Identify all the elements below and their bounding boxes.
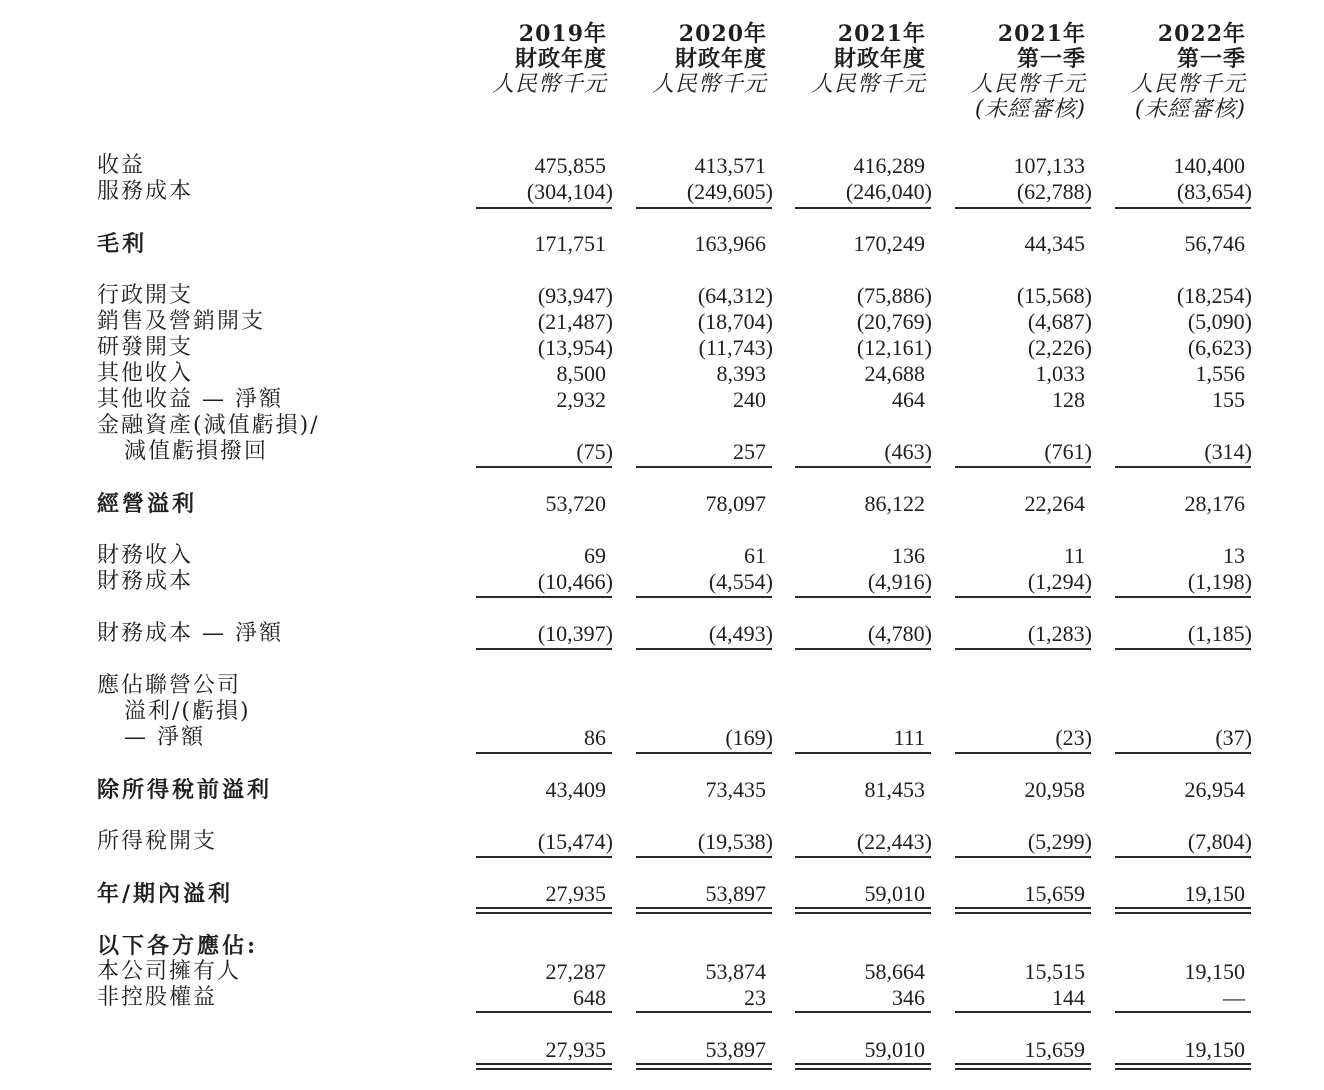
row-value: — — [1223, 985, 1245, 1010]
row-label: 財務成本 — 淨額 — [97, 621, 283, 646]
row-label: 銷售及營銷開支 — [97, 309, 266, 334]
total-double-rule — [795, 1063, 931, 1070]
row-value: 27,935 — [545, 1037, 606, 1062]
row-value: (2,226) — [1027, 335, 1092, 360]
row-value: (10,397) — [537, 621, 613, 646]
subtotal-rule — [795, 648, 931, 650]
row-value: 15,659 — [1024, 881, 1085, 906]
row-value: (1,294) — [1027, 569, 1092, 594]
subtotal-rule — [636, 207, 772, 209]
row-value: 86 — [584, 725, 606, 750]
row-label: 所得稅開支 — [97, 829, 218, 854]
row-value: (463) — [884, 439, 932, 464]
row-value: 111 — [893, 725, 925, 750]
subtotal-rule — [636, 596, 772, 598]
total-double-rule — [1115, 907, 1251, 914]
row-value: (19,538) — [697, 829, 773, 854]
subtotal-rule — [476, 1011, 612, 1013]
subtotal-rule — [1115, 648, 1251, 650]
row-value: 58,664 — [864, 959, 925, 984]
subtotal-rule — [795, 596, 931, 598]
row-label: 財務成本 — [97, 569, 194, 594]
row-value: (7,804) — [1187, 829, 1252, 854]
row-value: (761) — [1044, 439, 1092, 464]
column-header-2022-q1 — [1086, 22, 1246, 122]
total-double-rule — [955, 1063, 1091, 1070]
row-value: (93,947) — [537, 283, 613, 308]
row-value: (20,769) — [856, 309, 932, 334]
row-value: 240 — [733, 387, 766, 412]
row-value: (5,299) — [1027, 829, 1092, 854]
row-value: (1,185) — [1187, 621, 1252, 646]
row-value: 257 — [733, 439, 766, 464]
row-value: (11,743) — [698, 335, 773, 360]
row-value: (4,780) — [867, 621, 932, 646]
column-unit: 人民幣千元 — [810, 72, 926, 97]
row-value: (64,312) — [697, 283, 773, 308]
row-value: 15,515 — [1024, 959, 1085, 984]
subtotal-rule — [1115, 856, 1251, 858]
row-value: 648 — [573, 985, 606, 1010]
row-value: 23 — [744, 985, 766, 1010]
row-value: 53,720 — [545, 491, 606, 516]
row-value: (22,443) — [856, 829, 932, 854]
row-value: 136 — [892, 543, 925, 568]
row-value: 43,409 — [545, 777, 606, 802]
column-header-2021-q1 — [926, 22, 1086, 122]
row-value: 27,287 — [545, 959, 606, 984]
row-value: 53,874 — [705, 959, 766, 984]
subtotal-rule — [955, 648, 1091, 650]
column-year: 2022年 — [1157, 21, 1246, 47]
subtotal-rule — [636, 856, 772, 858]
row-value: 170,249 — [853, 231, 925, 256]
total-double-rule — [636, 907, 772, 914]
row-value: 22,264 — [1024, 491, 1085, 516]
subtotal-rule — [955, 596, 1091, 598]
total-double-rule — [1115, 1063, 1251, 1070]
total-double-rule — [476, 907, 612, 914]
row-value: 8,500 — [556, 361, 606, 386]
subtotal-rule — [795, 856, 931, 858]
column-period: 財政年度 — [514, 46, 607, 72]
column-header-2019 — [447, 22, 607, 97]
row-label: 經營溢利 — [97, 491, 198, 517]
row-label: 其他收益 — 淨額 — [97, 387, 283, 412]
row-value: (75,886) — [856, 283, 932, 308]
row-value: (249,605) — [686, 179, 773, 204]
total-double-rule — [795, 907, 931, 914]
row-value: 171,751 — [534, 231, 606, 256]
row-value: 19,150 — [1184, 1037, 1245, 1062]
row-value: 1,556 — [1195, 361, 1245, 386]
subtotal-rule — [636, 466, 772, 468]
column-note: (未經審核) — [1134, 97, 1246, 122]
row-value: (62,788) — [1016, 179, 1092, 204]
subtotal-rule — [476, 466, 612, 468]
row-value: 346 — [892, 985, 925, 1010]
row-value: 416,289 — [853, 153, 925, 178]
column-unit: 人民幣千元 — [651, 72, 767, 97]
row-value: 86,122 — [864, 491, 925, 516]
row-value: (37) — [1215, 725, 1252, 750]
subtotal-rule — [636, 1011, 772, 1013]
row-value: 24,688 — [864, 361, 925, 386]
row-value: 163,966 — [694, 231, 766, 256]
row-value: 59,010 — [864, 881, 925, 906]
column-unit: 人民幣千元 — [1130, 72, 1246, 97]
total-double-rule — [955, 907, 1091, 914]
column-header-2020 — [607, 22, 767, 97]
column-year: 2020年 — [678, 21, 767, 47]
row-value: 20,958 — [1024, 777, 1085, 802]
row-value: 59,010 — [864, 1037, 925, 1062]
row-value: 53,897 — [705, 881, 766, 906]
row-value: 107,133 — [1013, 153, 1085, 178]
row-label: 研發開支 — [97, 335, 194, 360]
row-value: 15,659 — [1024, 1037, 1085, 1062]
row-label: 其他收入 — [97, 361, 194, 386]
row-value: (246,040) — [845, 179, 932, 204]
row-label: 服務成本 — [97, 179, 194, 204]
subtotal-rule — [636, 752, 772, 754]
subtotal-rule — [636, 648, 772, 650]
subtotal-rule — [955, 856, 1091, 858]
row-value: 61 — [744, 543, 766, 568]
row-value: 128 — [1052, 387, 1085, 412]
row-value: (13,954) — [537, 335, 613, 360]
subtotal-rule — [795, 207, 931, 209]
column-unit: 人民幣千元 — [491, 72, 607, 97]
row-value: (18,254) — [1176, 283, 1252, 308]
row-value: 28,176 — [1184, 491, 1245, 516]
row-label: 金融資產(減值虧損)/ — [97, 413, 320, 438]
row-value: 78,097 — [705, 491, 766, 516]
row-value: (4,687) — [1027, 309, 1092, 334]
row-value: (4,493) — [708, 621, 773, 646]
row-value: (5,090) — [1187, 309, 1252, 334]
row-label: 毛利 — [97, 231, 148, 257]
subtotal-rule — [476, 648, 612, 650]
subtotal-rule — [1115, 596, 1251, 598]
subtotal-rule — [795, 752, 931, 754]
subtotal-rule — [476, 207, 612, 209]
row-value: (23) — [1055, 725, 1092, 750]
row-value: 2,932 — [556, 387, 606, 412]
column-period: 財政年度 — [674, 46, 767, 72]
subtotal-rule — [1115, 207, 1251, 209]
row-label: 本公司擁有人 — [97, 959, 242, 984]
row-value: (12,161) — [856, 335, 932, 360]
row-value: 26,954 — [1184, 777, 1245, 802]
row-value: (18,704) — [697, 309, 773, 334]
column-header-2021 — [766, 22, 926, 97]
row-value: (1,198) — [1187, 569, 1252, 594]
subtotal-rule — [955, 752, 1091, 754]
row-value: 44,345 — [1024, 231, 1085, 256]
subtotal-rule — [795, 466, 931, 468]
row-value: 8,393 — [716, 361, 766, 386]
subtotal-rule — [955, 1011, 1091, 1013]
row-value: 11 — [1063, 543, 1085, 568]
row-value: (1,283) — [1027, 621, 1092, 646]
row-value: (304,104) — [526, 179, 613, 204]
row-label: — 淨額 — [124, 725, 205, 750]
row-value: 81,453 — [864, 777, 925, 802]
row-value: 27,935 — [545, 881, 606, 906]
row-label: 收益 — [97, 153, 146, 178]
subtotal-rule — [1115, 1011, 1251, 1013]
subtotal-rule — [476, 856, 612, 858]
row-value: 155 — [1212, 387, 1245, 412]
row-value: (15,474) — [537, 829, 613, 854]
subtotal-rule — [955, 466, 1091, 468]
row-label: 應佔聯營公司 — [97, 673, 242, 698]
row-value: 464 — [892, 387, 925, 412]
row-label: 除所得稅前溢利 — [97, 777, 273, 803]
row-label: 減值虧損撥回 — [124, 439, 269, 464]
subtotal-rule — [476, 752, 612, 754]
row-value: (314) — [1204, 439, 1252, 464]
row-value: (83,654) — [1176, 179, 1252, 204]
column-unit: 人民幣千元 — [970, 72, 1086, 97]
column-period: 第一季 — [1016, 46, 1086, 72]
row-label: 以下各方應佔: — [97, 933, 259, 959]
row-value: 13 — [1223, 543, 1245, 568]
row-value: 69 — [584, 543, 606, 568]
row-label: 行政開支 — [97, 283, 194, 308]
row-label: 財務收入 — [97, 543, 194, 568]
column-period: 第一季 — [1176, 46, 1246, 72]
row-value: 53,897 — [705, 1037, 766, 1062]
row-label: 年/期內溢利 — [97, 881, 234, 907]
column-year: 2019年 — [518, 21, 607, 47]
row-value: (4,916) — [867, 569, 932, 594]
row-value: (4,554) — [708, 569, 773, 594]
row-value: 1,033 — [1035, 361, 1085, 386]
subtotal-rule — [1115, 752, 1251, 754]
row-value: 19,150 — [1184, 881, 1245, 906]
row-value: 56,746 — [1184, 231, 1245, 256]
total-double-rule — [476, 1063, 612, 1070]
column-note: (未經審核) — [974, 97, 1086, 122]
row-value: (15,568) — [1016, 283, 1092, 308]
row-value: (6,623) — [1187, 335, 1252, 360]
column-year: 2021年 — [837, 21, 926, 47]
row-value: 144 — [1052, 985, 1085, 1010]
row-value: (75) — [576, 439, 613, 464]
row-value: (21,487) — [537, 309, 613, 334]
row-value: 140,400 — [1173, 153, 1245, 178]
subtotal-rule — [955, 207, 1091, 209]
row-value: (10,466) — [537, 569, 613, 594]
row-value: 413,571 — [694, 153, 766, 178]
column-year: 2021年 — [997, 21, 1086, 47]
subtotal-rule — [476, 596, 612, 598]
row-value: 73,435 — [705, 777, 766, 802]
row-label: 溢利/(虧損) — [124, 699, 251, 724]
subtotal-rule — [1115, 466, 1251, 468]
subtotal-rule — [795, 1011, 931, 1013]
row-value: 19,150 — [1184, 959, 1245, 984]
row-value: 475,855 — [534, 153, 606, 178]
row-label: 非控股權益 — [97, 985, 218, 1010]
total-double-rule — [636, 1063, 772, 1070]
row-value: (169) — [725, 725, 773, 750]
column-period: 財政年度 — [833, 46, 926, 72]
